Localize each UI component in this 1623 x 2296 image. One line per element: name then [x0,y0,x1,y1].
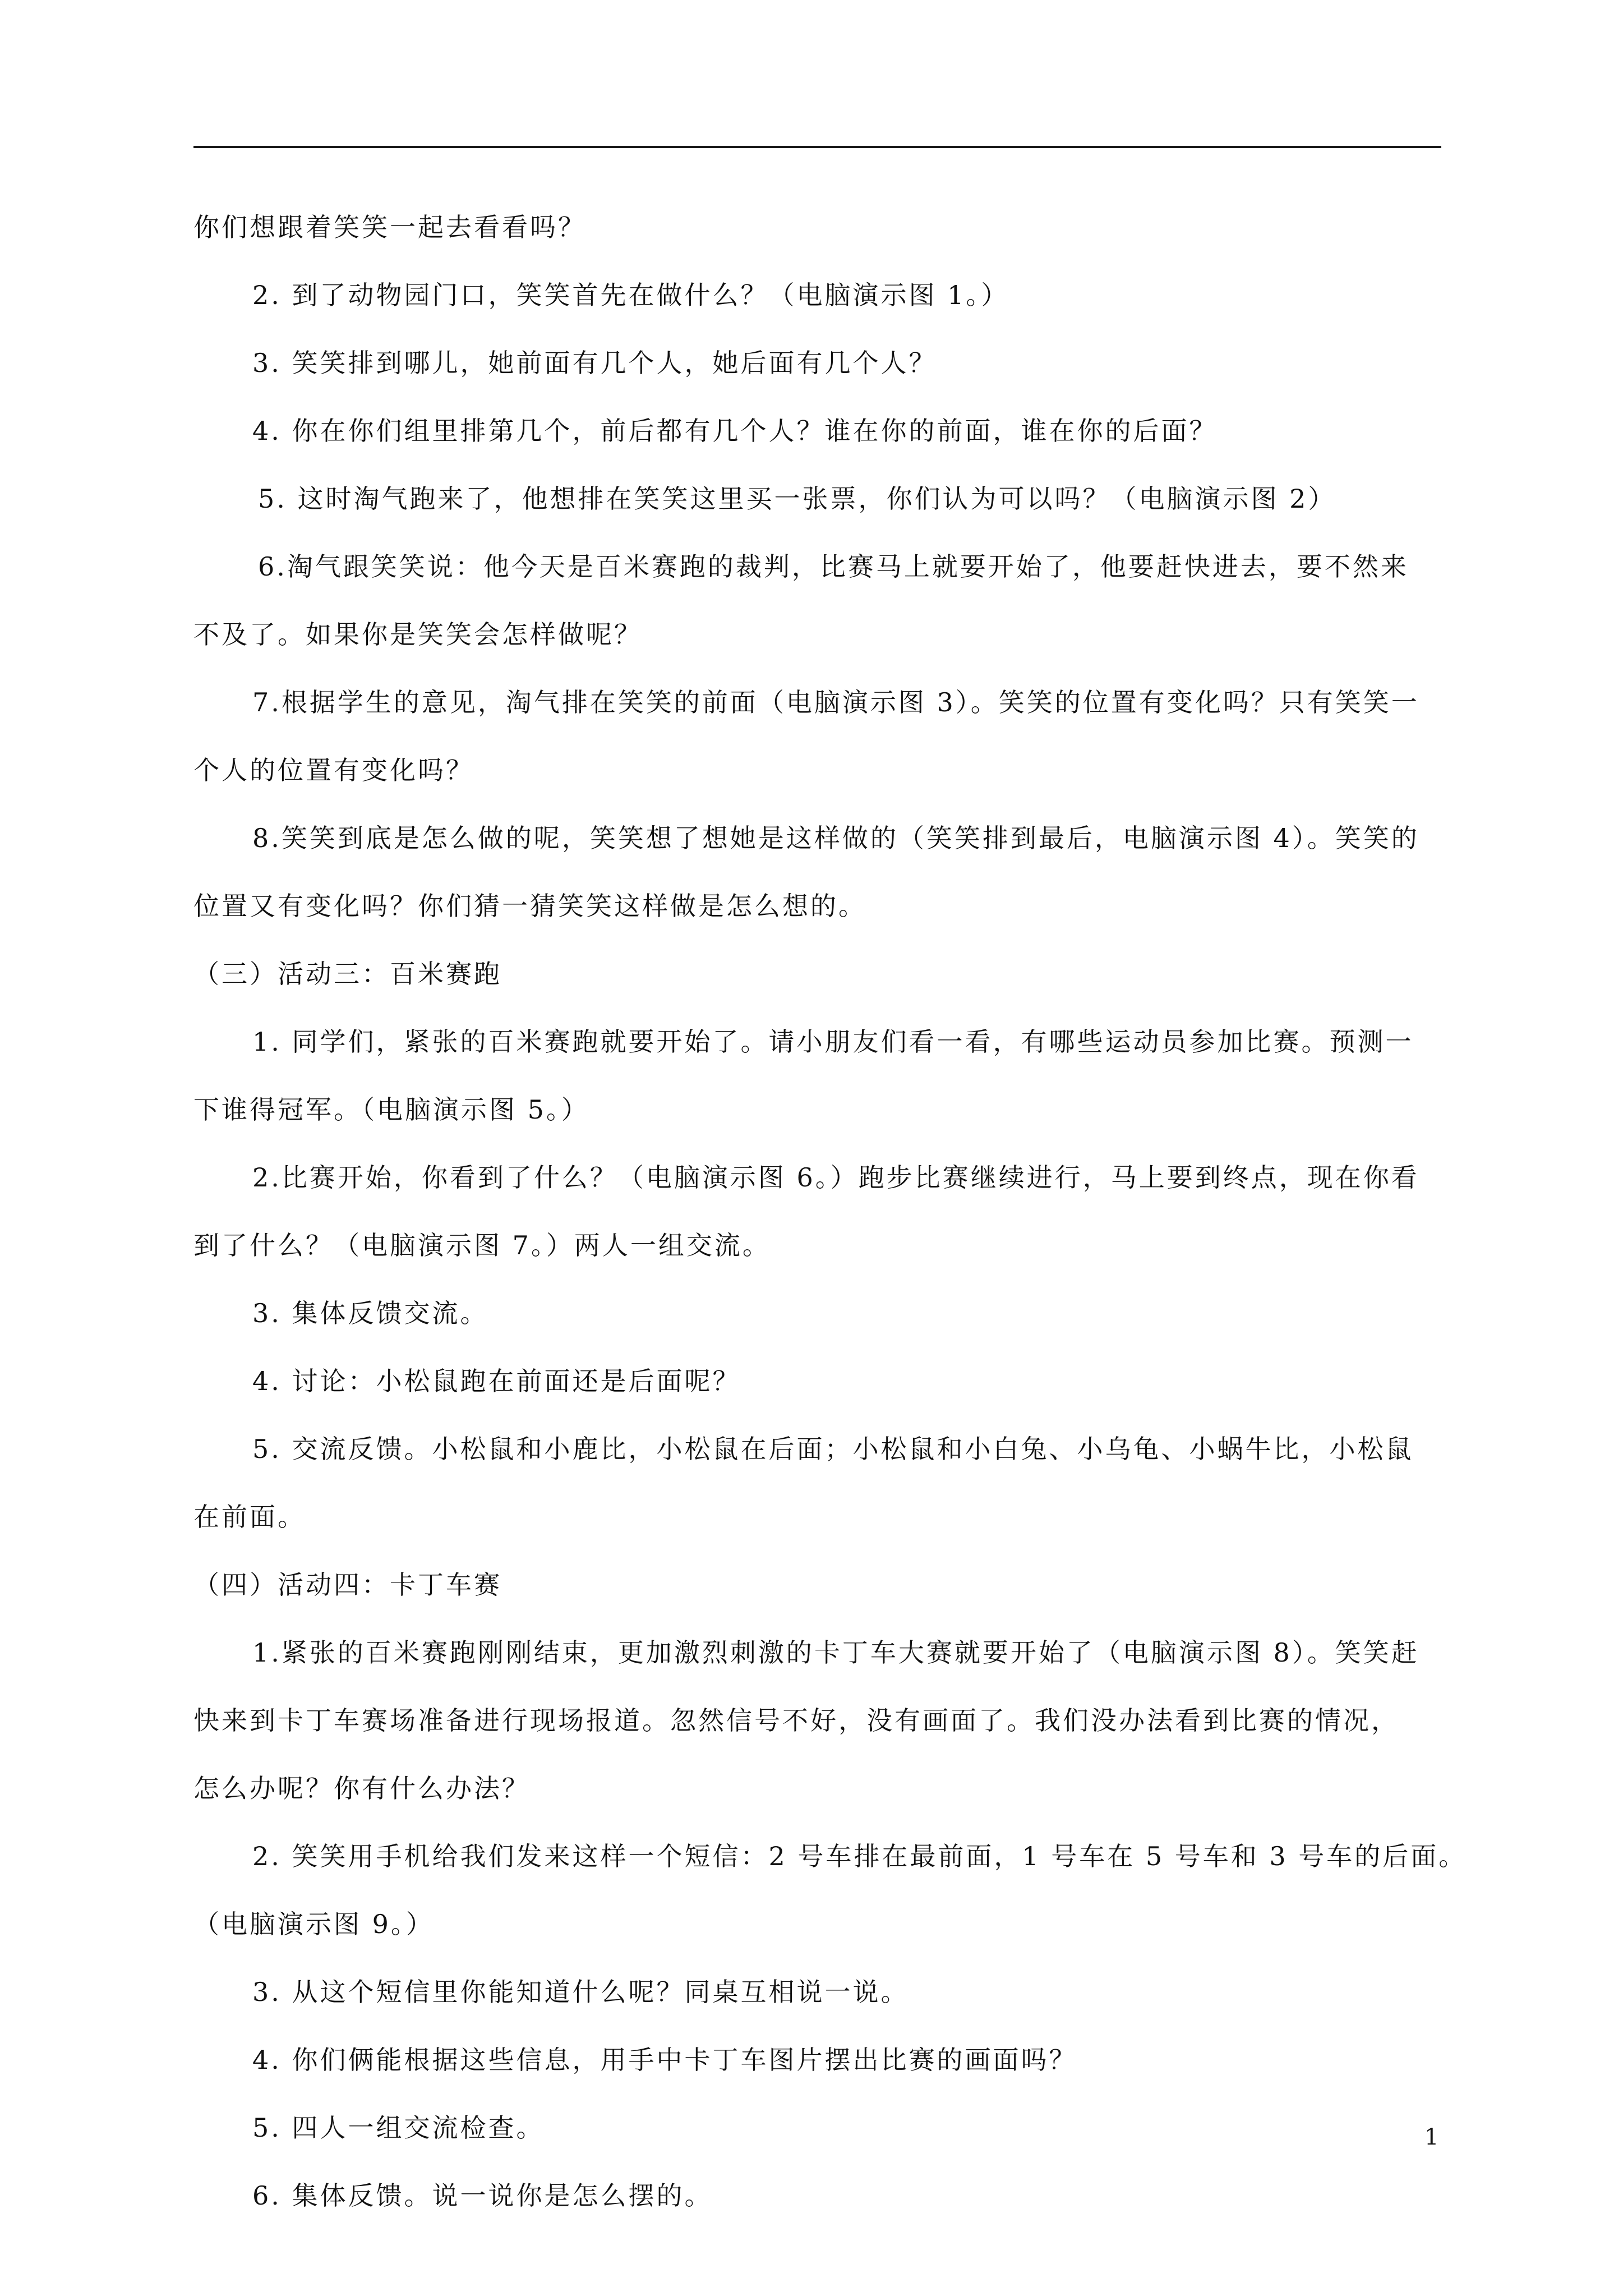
page-number: 1 [1424,2124,1439,2150]
text-line: 3. 从这个短信里你能知道什么呢？同桌互相说一说。 [252,1977,909,2007]
text-line: 1.紧张的百米赛跑刚刚结束，更加激烈刺激的卡丁车大赛就要开始了（电脑演示图 8）。笑笑赶 [252,1637,1419,1668]
text-line: 2. 到了动物园门口，笑笑首先在做什么？（电脑演示图 1。） [252,280,1009,310]
text-line: 个人的位置有变化吗？ [193,755,474,785]
text-line: 5. 四人一组交流检查。 [252,2113,545,2143]
text-line: 怎么办呢？你有什么办法？ [193,1773,530,1803]
text-line: 快来到卡丁车赛场准备进行现场报道。忽然信号不好，没有画面了。我们没办法看到比赛的情况， [193,1705,1399,1736]
text-line: 1. 同学们，紧张的百米赛跑就要开始了。请小朋友们看一看，有哪些运动员参加比赛。预测一 [252,1027,1414,1057]
text-line: 3. 集体反馈交流。 [252,1298,488,1328]
text-line: 你们想跟着笑笑一起去看看吗？ [193,212,586,242]
text-line: 7.根据学生的意见，淘气排在笑笑的前面（电脑演示图 3）。笑笑的位置有变化吗？只有笑笑一 [252,687,1419,717]
text-line: 8.笑笑到底是怎么做的呢，笑笑想了想她是这样做的（笑笑排到最后，电脑演示图 4）。笑笑的 [252,823,1419,853]
text-line: 到了什么？（电脑演示图 7。）两人一组交流。 [193,1230,771,1260]
text-line: 4. 你在你们组里排第几个，前后都有几个人？谁在你的前面，谁在你的后面？ [252,416,1218,446]
text-line: 下谁得冠军。（电脑演示图 5。） [193,1094,589,1125]
text-line: 5. 这时淘气跑来了，他想排在笑笑这里买一张票，你们认为可以吗？（电脑演示图 2） [258,484,1336,514]
section-heading: （四）活动四：卡丁车赛 [193,1570,502,1600]
text-line: 4. 你们俩能根据这些信息，用手中卡丁车图片摆出比赛的画面吗？ [252,2045,1077,2075]
text-line: 2. 笑笑用手机给我们发来这样一个短信：2 号车排在最前面，1 号车在 5 号车和 3 号车的后面。 [252,1841,1467,1871]
text-line: 6.淘气跟笑笑说：他今天是百米赛跑的裁判，比赛马上就要开始了，他要赶快进去，要不然来 [258,551,1409,582]
text-line: 不及了。如果你是笑笑会怎样做呢？ [193,619,642,650]
header-rule [193,146,1441,148]
text-line: 4. 讨论：小松鼠跑在前面还是后面呢？ [252,1366,741,1396]
text-line: 3. 笑笑排到哪儿，她前面有几个人，她后面有几个人？ [252,348,937,378]
text-line: 在前面。 [193,1502,306,1532]
section-heading: （三）活动三：百米赛跑 [193,959,502,989]
text-line: 5. 交流反馈。小松鼠和小鹿比，小松鼠在后面；小松鼠和小白兔、小乌龟、小蜗牛比，小松鼠 [252,1434,1414,1464]
text-line: 6. 集体反馈。说一说你是怎么摆的。 [252,2180,713,2211]
text-line: （电脑演示图 9。） [193,1909,434,1939]
text-line: 位置又有变化吗？你们猜一猜笑笑这样做是怎么想的。 [193,891,866,921]
text-line: 2.比赛开始，你看到了什么？（电脑演示图 6。）跑步比赛继续进行，马上要到终点，现在你看 [252,1162,1419,1193]
